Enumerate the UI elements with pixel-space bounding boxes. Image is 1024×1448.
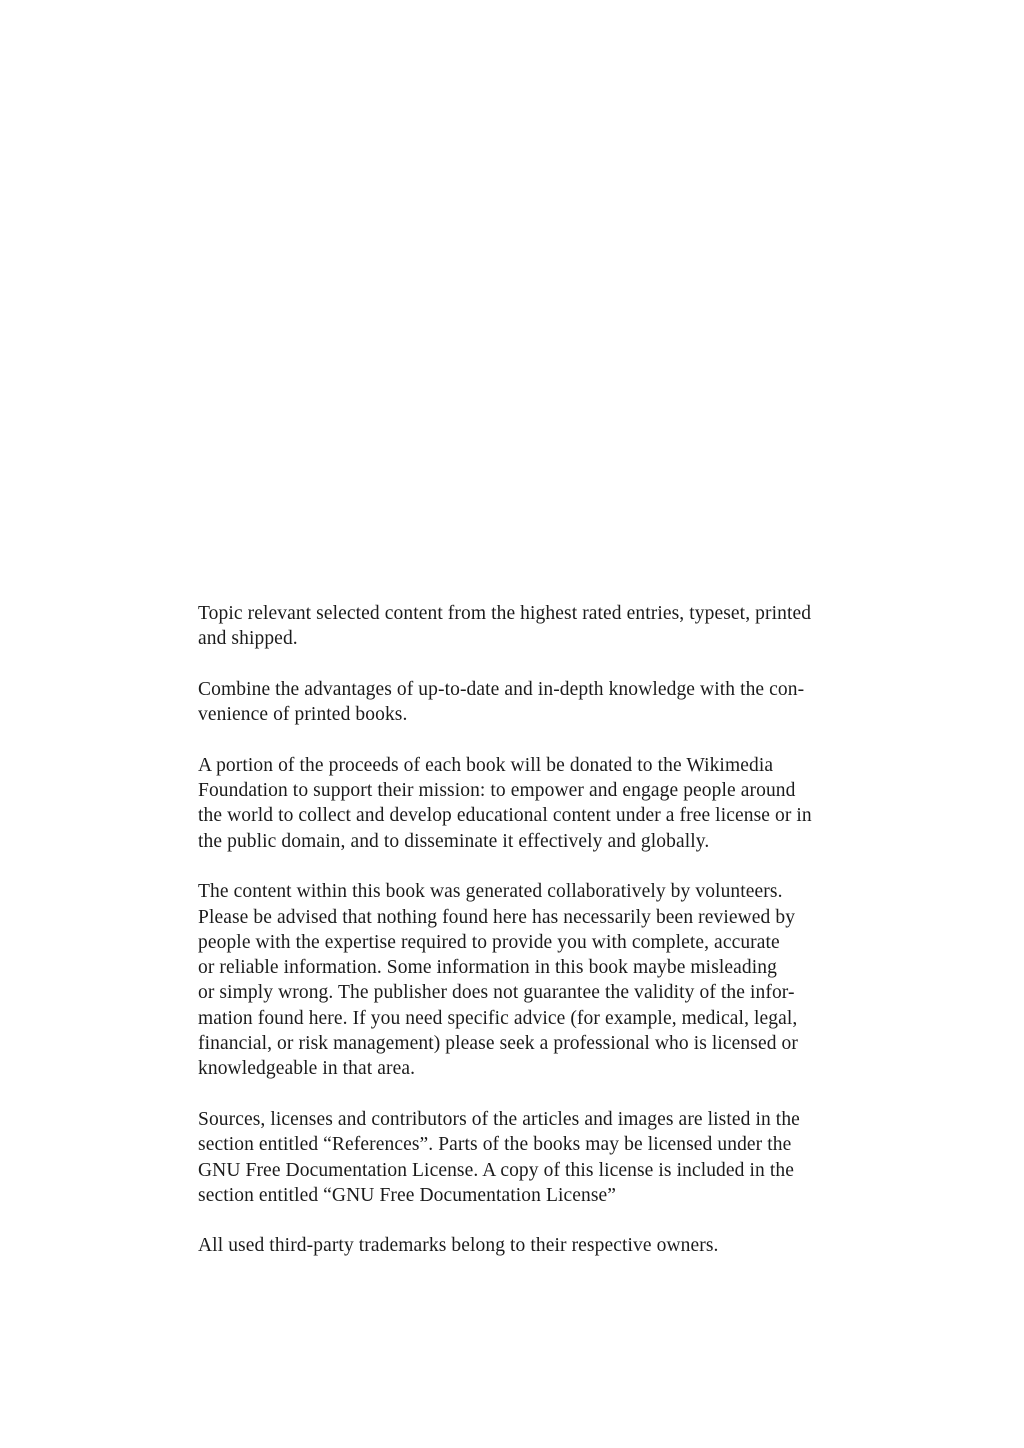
text-line: or simply wrong. The publisher does not guarantee the validity of the infor- <box>198 982 795 1004</box>
text-line: Please be advised that nothing found here has necessarily been reviewed by <box>198 906 796 928</box>
text-line: The content within this book was generated collaboratively by volunteers. <box>198 881 783 903</box>
text-line: venience of printed books. <box>198 704 408 726</box>
paragraph <box>198 1233 858 1258</box>
text-line: A portion of the proceeds of each book will be donated to the Wikimedia <box>198 754 774 776</box>
page-text <box>198 601 858 1259</box>
paragraph <box>198 601 858 652</box>
text-line: the public domain, and to disseminate it effectively and globally. <box>198 830 710 852</box>
text-line: mation found here. If you need specific advice (for example, medical, legal, <box>198 1007 798 1029</box>
text-line: section entitled “References”. Parts of the books may be licensed under the <box>198 1134 792 1156</box>
paragraph <box>198 677 858 728</box>
text-line: the world to collect and develop educational content under a free license or in <box>198 805 812 827</box>
text-line: or reliable information. Some information in this book maybe misleading <box>198 957 777 979</box>
text-line: knowledgeable in that area. <box>198 1058 416 1080</box>
text-line: section entitled “GNU Free Documentation License” <box>198 1184 617 1206</box>
text-line: GNU Free Documentation License. A copy of this license is included in the <box>198 1159 794 1181</box>
text-line: Combine the advantages of up-to-date and in-depth knowledge with the con- <box>198 678 805 700</box>
paragraph <box>198 753 858 854</box>
text-line: people with the expertise required to provide you with complete, accurate <box>198 931 780 953</box>
text-line: Foundation to support their mission: to empower and engage people around <box>198 780 796 802</box>
text-line: All used third-party trademarks belong to their respective owners. <box>198 1235 719 1257</box>
text-line: and shipped. <box>198 628 298 650</box>
text-line: financial, or risk management) please seek a professional who is licensed or <box>198 1033 798 1055</box>
paragraph <box>198 879 858 1081</box>
paragraph <box>198 1107 858 1208</box>
text-line: Topic relevant selected content from the highest rated entries, typeset, printed <box>198 603 812 624</box>
text-line: Sources, licenses and contributors of the articles and images are listed in the <box>198 1108 800 1130</box>
